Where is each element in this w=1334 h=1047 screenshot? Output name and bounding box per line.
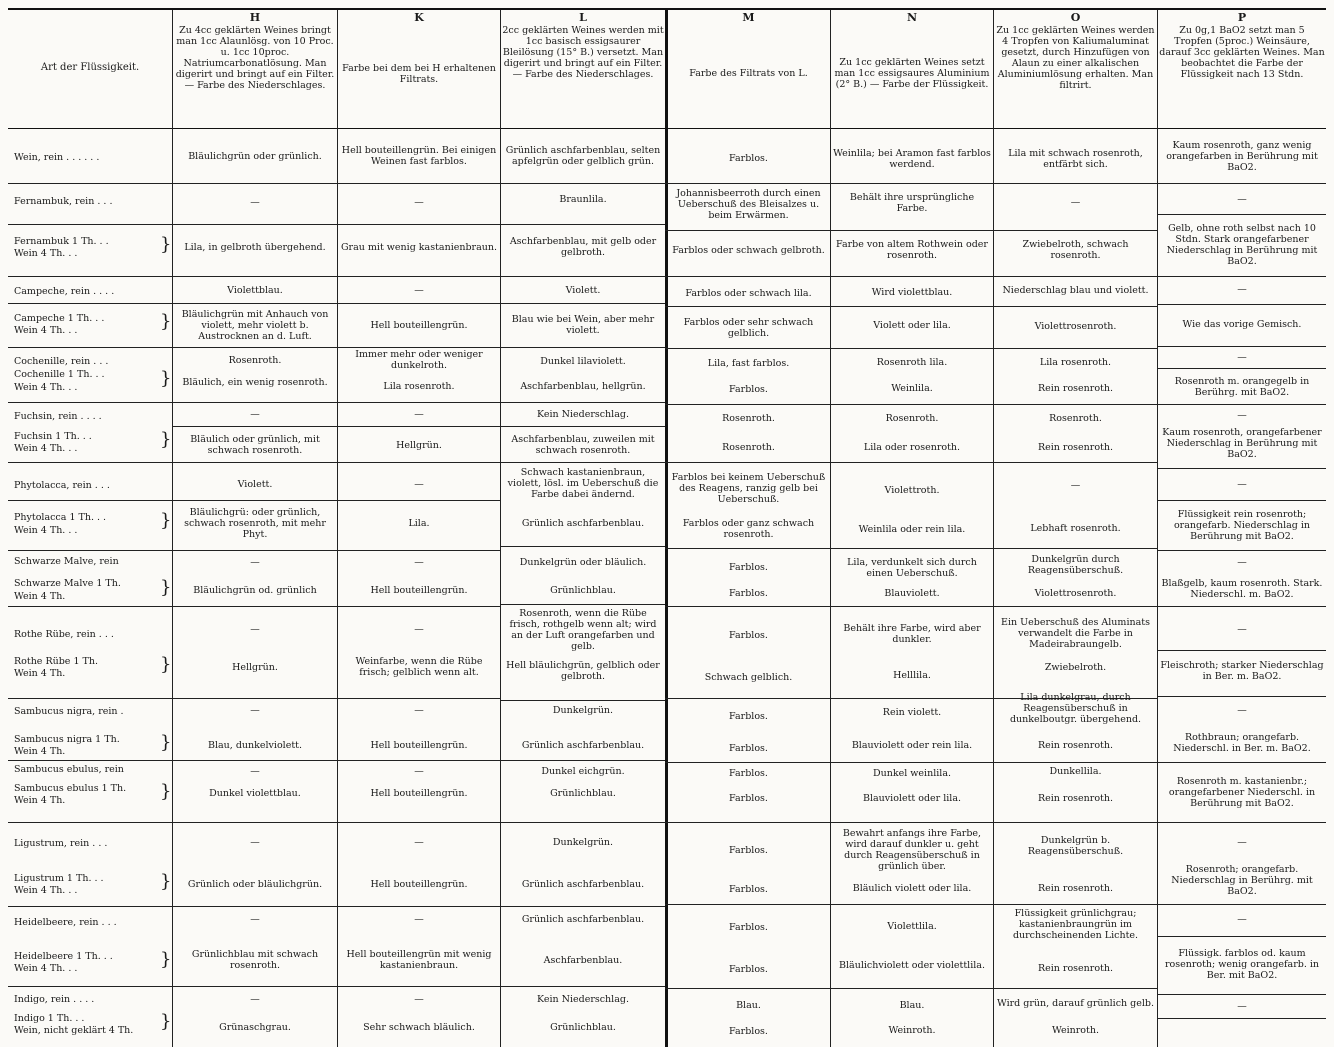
cell-P: — <box>1237 283 1247 295</box>
art-label: Cochenille, rein . . . <box>14 356 109 367</box>
cell-K: — <box>414 765 424 777</box>
cell-L: Grünlichblau. <box>550 584 616 596</box>
art-label: Wein 4 Th. <box>14 746 66 757</box>
cell-L: Grünlichblau. <box>550 787 616 799</box>
row-separator <box>8 500 172 501</box>
cell-H: Bläulichgrü: oder grünlich, schwach rosenroth, mit mehr Phyt. <box>184 506 326 540</box>
row-separator <box>1157 468 1326 469</box>
cell-L: Kein Niederschlag. <box>537 993 629 1005</box>
cell-L: Dunkelgrün oder bläulich. <box>519 556 647 568</box>
cell-L: Grünlich aschfarbenblau. <box>521 878 645 890</box>
cell-K: Grau mit wenig kastanienbraun. <box>340 241 498 253</box>
header-K <box>339 12 499 122</box>
cell-M: Farblos. <box>729 844 768 856</box>
header-art <box>8 12 172 122</box>
cell-L: Violett. <box>565 284 601 296</box>
cell-O: Wird grün, darauf grünlich gelb. <box>996 997 1155 1009</box>
cell-M: Farblos. <box>729 883 768 895</box>
cell-P: — <box>1237 409 1247 421</box>
row-separator <box>500 276 665 277</box>
cell-L: Grünlichblau. <box>550 1021 616 1033</box>
cell-L: Dunkel lilaviolett. <box>540 355 626 367</box>
cell-K: Hell bouteillengrün mit wenig kastanienbraun. <box>346 949 492 971</box>
cell-N: Weinlila oder rein lila. <box>858 523 966 535</box>
cell-H: Hellgrün. <box>232 661 278 673</box>
art-label: Heidelbeere 1 Th. . . <box>14 951 113 962</box>
art-label: Wein 4 Th. . . <box>14 963 78 974</box>
row-separator <box>172 760 500 761</box>
cell-N: Behält ihre Farbe, wird aber dunkler. <box>843 623 981 645</box>
art-label: Wein 4 Th. . . <box>14 443 78 454</box>
cell-K: — <box>414 993 424 1005</box>
cell-O: Rein rosenroth. <box>1037 962 1114 974</box>
cell-N: Blauviolett oder lila. <box>862 792 962 804</box>
cell-N: Bläulichviolett oder violettlila. <box>839 959 985 971</box>
art-label: Sambucus nigra, rein . <box>14 706 124 717</box>
cell-P: Flüssigk. farblos od. kaum rosenroth; wenig orangefarb. in Ber. mit BaO2. <box>1164 947 1320 981</box>
cell-N: Weinlila. <box>891 382 933 394</box>
cell-M: Farblos. <box>729 587 768 599</box>
column-divider <box>1157 10 1158 1047</box>
cell-N: Lila, verdunkelt sich durch einen Ueberschuß. <box>847 557 977 579</box>
row-separator <box>8 760 172 761</box>
cell-K: — <box>414 408 424 420</box>
cell-K: Hell bouteillengrün. <box>370 787 468 799</box>
row-separator <box>172 276 500 277</box>
cell-O: Rein rosenroth. <box>1037 792 1114 804</box>
cell-O: Violettrosenroth. <box>1034 320 1117 332</box>
row-separator <box>8 698 172 699</box>
cell-H: — <box>250 765 260 777</box>
header-text: Zu 1cc geklärten Weines werden 4 Tropfen von Kaliumaluminat gesetzt, durch Hinzufügen von Alaun zu einer alkalischen Aluminiumlösung erhalten. Man filtrirt. <box>996 25 1155 91</box>
cell-H: — <box>250 196 260 208</box>
cell-L: Grünlich aschfarbenblau. <box>521 913 645 925</box>
row-separator <box>1157 650 1326 651</box>
art-label: Fernambuk 1 Th. . . <box>14 236 109 247</box>
row-separator <box>8 462 172 463</box>
row-separator <box>500 546 665 547</box>
cell-K: Lila rosenroth. <box>383 380 455 392</box>
brace: } <box>160 311 172 332</box>
cell-P: — <box>1237 1000 1247 1012</box>
cell-M: Farblos. <box>729 921 768 933</box>
cell-L: Dunkel eichgrün. <box>541 765 625 777</box>
cell-K: — <box>414 704 424 716</box>
cell-N: Weinlila; bei Aramon fast farblos werdend. <box>833 148 991 170</box>
header-letter: K <box>414 11 424 24</box>
art-label: Schwarze Malve, rein <box>14 556 119 567</box>
cell-M: Farblos oder sehr schwach gelblich. <box>683 317 814 339</box>
cell-O: Dunkelgrün durch Reagensüberschuß. <box>1027 554 1124 576</box>
cell-P: Rosenroth m. kastanienbr.; orangefarbener Niederschl. in Berührung mit BaO2. <box>1168 775 1316 809</box>
cell-H: — <box>250 408 260 420</box>
cell-P: Rosenroth m. orangegelb in Berührg. mit BaO2. <box>1174 376 1310 398</box>
art-label: Fuchsin 1 Th. . . <box>14 431 92 442</box>
art-label: Cochenille 1 Th. . . <box>14 369 105 380</box>
art-label: Heidelbeere, rein . . . <box>14 917 117 928</box>
cell-M: Farblos. <box>729 561 768 573</box>
cell-K: Hell bouteillengrün. Bei einigen Weinen fast farblos. <box>341 145 497 167</box>
cell-O: Weinroth. <box>1052 1024 1099 1036</box>
header-letter: L <box>579 11 587 24</box>
row-separator <box>500 986 665 987</box>
cell-H: — <box>250 913 260 925</box>
row-separator <box>172 606 500 607</box>
brace: } <box>160 949 172 970</box>
cell-O: Rein rosenroth. <box>1037 882 1114 894</box>
cell-M: Farblos oder schwach gelbroth. <box>672 244 825 256</box>
cell-O: Violettrosenroth. <box>1034 587 1117 599</box>
art-label: Phytolacca, rein . . . <box>14 480 110 491</box>
cell-P: Gelb, ohne roth selbst nach 10 Stdn. Stark orangefarbener Niederschlag in Berührung mit BaO2. <box>1166 223 1318 267</box>
art-label: Fernambuk, rein . . . <box>14 196 113 207</box>
brace: } <box>160 429 172 450</box>
cell-N: Rosenroth lila. <box>876 356 948 368</box>
cell-M: Farblos. <box>729 963 768 975</box>
cell-N: Farbe von altem Rothwein oder rosenroth. <box>836 239 988 261</box>
header-P <box>1159 12 1325 122</box>
row-separator <box>1157 214 1326 215</box>
cell-P: Blaßgelb, kaum rosenroth. Stark. Niederschl. m. BaO2. <box>1161 578 1323 600</box>
cell-O: Zwiebelroth. <box>1044 661 1107 673</box>
cell-O: Flüssigkeit grünlichgrau; kastanienbraungrün im durchscheinenden Lichte. <box>1012 907 1139 941</box>
cell-O: Niederschlag blau und violett. <box>1002 284 1149 296</box>
cell-M: Farblos oder ganz schwach rosenroth. <box>682 518 815 540</box>
cell-L: Dunkelgrün. <box>552 836 614 848</box>
cell-K: Lila. <box>408 517 430 529</box>
row-separator <box>1157 1018 1326 1019</box>
cell-O: Rein rosenroth. <box>1037 739 1114 751</box>
cell-P: Rosenroth; orangefarb. Niederschlag in Berührg. mit BaO2. <box>1171 863 1313 897</box>
cell-L: Kein Niederschlag. <box>537 408 629 420</box>
header-text: Farbe des Filtrats von L. <box>689 68 808 79</box>
cell-L: Aschfarbenblau, mit gelb oder gelbroth. <box>509 236 657 258</box>
cell-K: Hellgrün. <box>396 439 442 451</box>
cell-N: Violett oder lila. <box>873 319 951 331</box>
art-label: Wein 4 Th. <box>14 591 66 602</box>
art-label: Rothe Rübe, rein . . . <box>14 629 114 640</box>
cell-H: — <box>250 704 260 716</box>
cell-O: Zwiebelroth, schwach rosenroth. <box>1022 239 1129 261</box>
cell-L: Rosenroth, wenn die Rübe frisch, rothgelb wenn alt; wird an der Luft orangefarben und gelb. <box>509 608 657 652</box>
brace: } <box>160 732 172 753</box>
cell-H: Bläulich oder grünlich, mit schwach rosenroth. <box>190 434 320 456</box>
header-text: 2cc geklärten Weines werden mit 1cc basisch essigsaurer Bleilösung (15° B.) versetzt. Man digerirt und bringt auf ein Filter. — Farbe des Niederschlages. <box>502 25 664 80</box>
row-separator <box>665 606 1157 607</box>
row-separator <box>1157 936 1326 937</box>
cell-N: Rosenroth. <box>885 412 939 424</box>
cell-O: Dunkelgrün b. Reagensüberschuß. <box>1027 835 1124 857</box>
cell-O: Rein rosenroth. <box>1037 382 1114 394</box>
cell-M: Farblos. <box>729 1025 768 1037</box>
cell-M: Farblos. <box>729 710 768 722</box>
brace: } <box>160 368 172 389</box>
cell-M: Farblos. <box>729 792 768 804</box>
row-separator <box>1157 762 1326 763</box>
cell-H: Rosenroth. <box>228 354 282 366</box>
cell-H: Lila, in gelbroth übergehend. <box>184 241 326 253</box>
cell-M: Farblos. <box>729 767 768 779</box>
cell-M: Farblos. <box>729 629 768 641</box>
cell-H: Dunkel violettblau. <box>209 787 301 799</box>
row-separator <box>665 348 1157 349</box>
cell-N: Blau. <box>899 999 925 1011</box>
row-separator <box>1157 606 1326 607</box>
cell-N: Blauviolett oder rein lila. <box>851 739 973 751</box>
cell-K: — <box>414 478 424 490</box>
cell-L: Aschfarbenblau, zuweilen mit schwach rosenroth. <box>511 434 655 456</box>
row-separator <box>8 402 172 403</box>
cell-O: Ein Ueberschuß des Aluminats verwandelt die Farbe in Madeirabraungelb. <box>1001 616 1150 650</box>
column-divider <box>172 10 173 1047</box>
cell-K: Hell bouteillengrün. <box>370 319 468 331</box>
cell-P: — <box>1237 478 1247 490</box>
cell-M: Rosenroth. <box>722 412 775 424</box>
art-label: Fuchsin, rein . . . . <box>14 411 102 422</box>
row-separator <box>8 183 172 184</box>
cell-N: Violettroth. <box>884 484 940 496</box>
cell-L: Grünlich aschfarbenblau. <box>521 517 645 529</box>
art-label: Wein 4 Th. . . <box>14 525 78 536</box>
art-label: Wein 4 Th. . . <box>14 885 78 896</box>
cell-O: Rein rosenroth. <box>1037 441 1114 453</box>
art-label: Schwarze Malve 1 Th. <box>14 578 121 589</box>
cell-H: Grünlich oder bläulichgrün. <box>187 878 323 890</box>
cell-O: Rosenroth. <box>1049 412 1102 424</box>
cell-P: — <box>1237 913 1247 925</box>
header-letter: P <box>1237 11 1247 24</box>
header-letter: N <box>906 11 918 24</box>
cell-K: Hell bouteillengrün. <box>370 584 468 596</box>
row-separator <box>8 347 172 348</box>
header-text: Zu 1cc geklärten Weines setzt man 1cc essigsaures Aluminium (2° B.) — Farbe der Flüssigkeit. <box>834 57 990 90</box>
art-label: Ligustrum 1 Th. . . <box>14 873 104 884</box>
cell-P: Fleischroth; starker Niederschlag in Ber. m. BaO2. <box>1160 660 1324 682</box>
row-separator <box>8 606 172 607</box>
row-separator <box>1157 404 1326 405</box>
cell-K: — <box>414 836 424 848</box>
cell-H: Violett. <box>237 478 273 490</box>
cell-P: — <box>1237 623 1247 635</box>
cell-H: Grünlichblau mit schwach rosenroth. <box>191 949 319 971</box>
brace: } <box>160 654 172 675</box>
cell-O: — <box>1070 196 1081 208</box>
row-separator <box>500 760 665 761</box>
cell-O: Lila mit schwach rosenroth, entfärbt sich. <box>1008 148 1143 170</box>
cell-H: Bläulich, ein wenig rosenroth. <box>182 376 328 388</box>
header-letter: H <box>249 11 261 24</box>
cell-N: Lila oder rosenroth. <box>863 441 961 453</box>
art-label: Wein 4 Th. <box>14 795 66 806</box>
header-O <box>995 12 1156 122</box>
brace: } <box>160 871 172 892</box>
cell-H: Bläulichgrün oder grünlich. <box>188 150 322 162</box>
cell-N: Wird violettblau. <box>871 286 953 298</box>
header-letter: O <box>1070 11 1081 24</box>
art-label: Wein 4 Th. . . <box>14 325 78 336</box>
row-separator <box>8 822 172 823</box>
brace: } <box>160 510 172 531</box>
art-label: Wein 4 Th. <box>14 668 66 679</box>
cell-N: Weinroth. <box>888 1024 936 1036</box>
art-label: Rothe Rübe 1 Th. <box>14 656 98 667</box>
column-divider <box>830 10 831 1047</box>
cell-H: — <box>250 993 260 1005</box>
cell-P: Rothbraun; orangefarb. Niederschl. in Ber. m. BaO2. <box>1173 732 1311 754</box>
cell-H: Bläulichgrün mit Anhauch von violett, mehr violett b. Austrocknen an d. Luft. <box>181 308 329 342</box>
row-separator <box>1157 696 1326 697</box>
cell-K: Hell bouteillengrün. <box>370 739 468 751</box>
row-separator <box>8 906 172 907</box>
cell-L: Schwach kastanienbraun, violett, lösl. im Ueberschuß die Farbe dabei ändernd. <box>507 466 659 500</box>
cell-N: Blauviolett. <box>884 587 940 599</box>
header-N <box>832 12 992 122</box>
cell-L: Aschfarbenblau, hellgrün. <box>520 380 646 392</box>
brace: } <box>160 781 172 802</box>
row-separator <box>8 550 172 551</box>
art-label: Wein, rein . . . . . . <box>14 152 100 163</box>
cell-M: Farblos oder schwach lila. <box>685 287 812 299</box>
column-divider <box>665 10 668 1047</box>
cell-K: Hell bouteillengrün. <box>370 878 468 890</box>
cell-P: — <box>1237 836 1247 848</box>
cell-H: — <box>250 556 260 568</box>
cell-P: — <box>1237 556 1247 568</box>
cell-N: Behält ihre ursprüngliche Farbe. <box>849 192 975 214</box>
cell-L: Blau wie bei Wein, aber mehr violett. <box>511 314 655 336</box>
cell-M: Lila, fast farblos. <box>707 357 790 369</box>
cell-O: Lila dunkelgrau, durch Reagensüberschuß in dunkelboutgr. übergehend. <box>1009 691 1142 725</box>
art-label: Wein, nicht geklärt 4 Th. <box>14 1025 134 1036</box>
cell-P: Kaum rosenroth, orangefarbener Niederschlag in Berührung mit BaO2. <box>1162 426 1322 460</box>
cell-O: Lila rosenroth. <box>1039 356 1112 368</box>
art-label: Sambucus ebulus 1 Th. <box>14 783 127 794</box>
cell-H: — <box>250 623 260 635</box>
cell-L: Braunlila. <box>559 193 607 205</box>
cell-O: Lebhaft rosenroth. <box>1030 522 1121 534</box>
header-text: Zu 0g,1 BaO2 setzt man 5 Tropfen (5proc.) Weinsäure, darauf 3cc geklärten Weines. Man beobachtet die Farbe der Flüssigkeit nach 13 Stdn. <box>1159 25 1325 80</box>
header-letter: M <box>742 11 755 24</box>
row-separator <box>1157 304 1326 305</box>
row-separator <box>665 404 1157 405</box>
art-label: Indigo, rein . . . . <box>14 994 95 1005</box>
cell-K: Sehr schwach bläulich. <box>363 1021 475 1033</box>
art-label: Indigo 1 Th. . . <box>14 1013 85 1024</box>
cell-O: — <box>1070 479 1081 491</box>
art-label: Wein 4 Th. . . <box>14 382 78 393</box>
cell-K: — <box>414 913 424 925</box>
row-separator <box>665 548 1157 549</box>
cell-M: Rosenroth. <box>722 441 775 453</box>
row-separator <box>8 224 172 225</box>
cell-M: Schwach gelblich. <box>704 671 793 683</box>
cell-K: — <box>414 623 424 635</box>
cell-N: Helllila. <box>893 669 931 681</box>
cell-H: Bläulichgrün od. grünlich <box>193 584 317 596</box>
cell-K: — <box>414 284 424 296</box>
cell-N: Bläulich violett oder lila. <box>852 882 972 894</box>
cell-N: Dunkel weinlila. <box>873 767 951 779</box>
row-separator <box>665 462 1157 463</box>
row-separator <box>172 986 500 987</box>
art-label: Wein 4 Th. . . <box>14 248 78 259</box>
cell-P: Flüssigkeit rein rosenroth; orangefarb. Niederschlag in Berührung mit BaO2. <box>1173 508 1311 542</box>
column-divider <box>337 10 338 1047</box>
brace: } <box>160 234 172 255</box>
cell-K: — <box>414 196 424 208</box>
header-M <box>668 12 829 122</box>
art-label: Ligustrum, rein . . . <box>14 838 108 849</box>
brace: } <box>160 577 172 598</box>
cell-P: Wie das vorige Gemisch. <box>1182 318 1302 330</box>
art-label: Sambucus ebulus, rein <box>14 764 124 775</box>
cell-P: Kaum rosenroth, ganz wenig orangefarben in Berührung mit BaO2. <box>1166 139 1318 173</box>
art-label: Sambucus nigra 1 Th. <box>14 734 120 745</box>
cell-N: Bewahrt anfangs ihre Farbe, wird darauf dunkler u. geht durch Reagensüberschuß in grünlich über. <box>842 828 982 872</box>
cell-M: Farblos bei keinem Ueberschuß des Reagens, ranzig gelb bei Ueberschuß. <box>671 471 826 505</box>
art-label: Campeche, rein . . . . <box>14 286 115 297</box>
cell-H: Blau, dunkelviolett. <box>207 739 303 751</box>
cell-H: Violettblau. <box>227 284 283 296</box>
row-separator <box>8 303 172 304</box>
art-label: Campeche 1 Th. . . <box>14 313 105 324</box>
cell-N: Violettlila. <box>887 920 937 932</box>
cell-L: Hell bläulichgrün, gelblich oder gelbroth. <box>506 660 660 682</box>
art-label: Phytolacca 1 Th. . . <box>14 512 107 523</box>
header-L <box>502 12 664 122</box>
cell-K: — <box>414 556 424 568</box>
cell-H: Grünaschgrau. <box>219 1021 291 1033</box>
cell-P: — <box>1237 704 1247 716</box>
cell-K: Immer mehr oder weniger dunkelroth. <box>355 349 483 371</box>
cell-P: — <box>1237 351 1247 363</box>
cell-L: Aschfarbenblau. <box>543 954 623 966</box>
cell-K: Weinfarbe, wenn die Rübe frisch; gelblich wenn alt. <box>355 656 483 678</box>
row-separator <box>8 986 172 987</box>
cell-M: Farblos. <box>729 742 768 754</box>
row-separator <box>1157 904 1326 905</box>
header-text: Farbe bei dem bei H erhaltenen Filtrats. <box>342 62 496 85</box>
header-art-text: Art der Flüssigkeit. <box>40 61 140 73</box>
cell-M: Blau. <box>736 999 761 1011</box>
cell-L: Dunkelgrün. <box>552 704 614 716</box>
cell-P: — <box>1237 193 1247 205</box>
header-text: Zu 4cc geklärten Weines bringt man 1cc Alaunlösg. von 10 Proc. u. 1cc 10proc. Natriumcarbonatlösung. Man digerirt und bringt auf ein Filter. — Farbe des Niederschlages. <box>175 25 335 91</box>
row-separator <box>8 276 172 277</box>
row-separator <box>500 347 665 348</box>
cell-L: Grünlich aschfarbenblau. <box>521 739 645 751</box>
row-separator <box>1157 500 1326 501</box>
cell-N: Rein violett. <box>882 706 942 718</box>
cell-L: Grünlich aschfarbenblau, selten apfelgrün oder gelblich grün. <box>505 145 661 167</box>
column-divider <box>993 10 994 1047</box>
column-divider <box>500 10 501 1047</box>
brace: } <box>160 1011 172 1032</box>
cell-M: Farblos. <box>729 152 768 164</box>
cell-M: Johannisbeerroth durch einen Ueberschuß des Bleisalzes u. beim Erwärmen. <box>676 187 821 221</box>
header-H <box>174 12 336 122</box>
cell-O: Dunkellila. <box>1049 765 1102 777</box>
cell-M: Farblos. <box>729 383 768 395</box>
row-separator <box>1157 368 1326 369</box>
cell-H: — <box>250 836 260 848</box>
